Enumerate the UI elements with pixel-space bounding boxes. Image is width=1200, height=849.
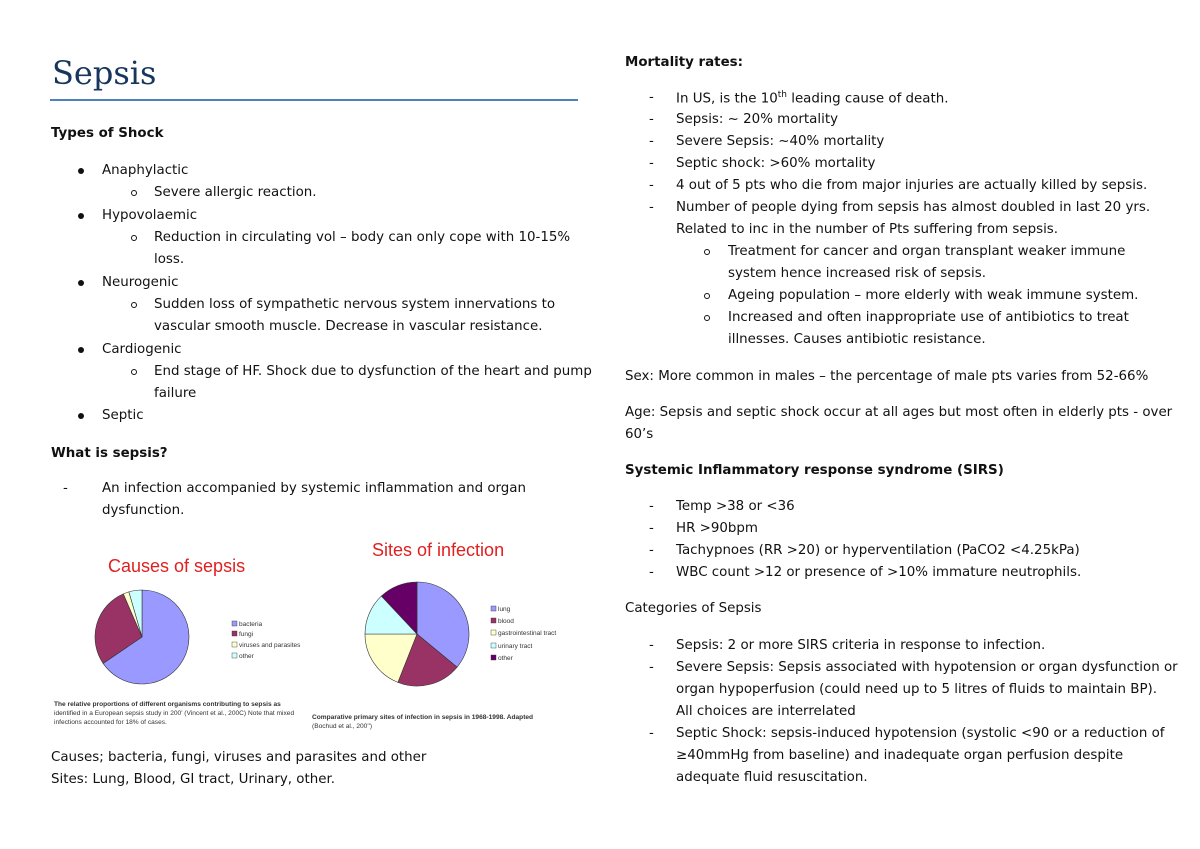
shock-type-septic: Septic bbox=[102, 408, 144, 423]
mortality-item: 4 out of 5 pts who die from major injuries are actually killed by sepsis. bbox=[676, 178, 1148, 193]
page-title: Sepsis bbox=[52, 54, 157, 92]
mortality-reason: Treatment for cancer and organ transplant weaker immune bbox=[728, 244, 1126, 259]
shock-type-anaphylactic: Anaphylactic bbox=[102, 163, 189, 178]
dash-marker: - bbox=[649, 112, 654, 127]
legend-swatch-fungi bbox=[232, 631, 237, 636]
legend-other: other bbox=[498, 655, 513, 662]
category-severe-sepsis: Severe Sepsis: Sepsis associated with hypotension or organ dysfunction or bbox=[676, 660, 1178, 675]
dash-marker: - bbox=[649, 499, 654, 514]
dash-marker: - bbox=[649, 200, 654, 215]
dash-marker: - bbox=[649, 521, 654, 536]
dash-marker: - bbox=[649, 565, 654, 580]
shock-type-detail: Severe allergic reaction. bbox=[154, 185, 317, 200]
legend-blood: blood bbox=[498, 618, 514, 625]
dash-marker: - bbox=[649, 156, 654, 171]
bullet-icon bbox=[78, 280, 84, 286]
dash-marker: - bbox=[649, 660, 654, 675]
bullet-icon bbox=[78, 413, 84, 419]
shock-type-detail: vascular smooth muscle. Decrease in vascular resistance. bbox=[154, 319, 543, 334]
legend-viruses-parasites: viruses and parasites bbox=[239, 642, 301, 649]
shock-type-detail: Reduction in circulating vol – body can only cope with 10-15% bbox=[154, 230, 571, 245]
sites-caption: Comparative primary sites of infection in sepsis in 1968-1998. Adapted (Bochud et al., 200'') bbox=[312, 714, 534, 730]
shock-type-detail: loss. bbox=[154, 252, 185, 267]
sirs-criterion: Tachypnoes (RR >20) or hyperventilation (PaCO2 <4.25kPa) bbox=[676, 543, 1080, 558]
category-septic-shock: Septic Shock: sepsis-induced hypotension (systolic <90 or a reduction of bbox=[676, 726, 1165, 741]
dash-marker: - bbox=[649, 543, 654, 558]
legend-swatch-other bbox=[232, 653, 237, 658]
sepsis-definition: An infection accompanied by systemic inflammation and organ bbox=[102, 481, 526, 496]
mortality-item: Severe Sepsis: ~40% mortality bbox=[676, 134, 885, 149]
mortality-item: In US, is the 10th leading cause of death. bbox=[676, 90, 949, 107]
sirs-heading: Systemic Inflammatory response syndrome (SIRS) bbox=[625, 463, 1004, 478]
legend-swatch-gi-tract bbox=[491, 630, 496, 635]
sites-legend bbox=[491, 606, 556, 662]
legend-swatch-blood bbox=[491, 618, 496, 623]
sirs-criterion: Temp >38 or <36 bbox=[676, 499, 795, 514]
dash-marker: - bbox=[649, 178, 654, 193]
causes-chart-title: Causes of sepsis bbox=[108, 556, 246, 576]
dash-marker: - bbox=[649, 726, 654, 741]
mortality-reason: illnesses. Causes antibiotic resistance. bbox=[728, 332, 986, 347]
legend-swatch-bacteria bbox=[232, 621, 237, 626]
bullet-icon bbox=[78, 168, 84, 174]
circle-bullet-icon bbox=[704, 315, 710, 321]
category-severe-sepsis: organ hypoperfusion (could need up to 5 litres of fluids to maintain BP). bbox=[676, 682, 1158, 697]
sepsis-definition: dysfunction. bbox=[102, 503, 185, 518]
legend-swatch-lung bbox=[491, 606, 496, 611]
bullet-icon bbox=[78, 347, 84, 353]
sites-summary: Sites: Lung, Blood, GI tract, Urinary, other. bbox=[51, 772, 336, 787]
legend-swatch-other bbox=[491, 655, 496, 660]
legend-other: other bbox=[239, 653, 254, 660]
sites-chart-title: Sites of infection bbox=[372, 540, 505, 560]
legend-bacteria: bacteria bbox=[239, 621, 263, 628]
legend-fungi: fungi bbox=[239, 631, 254, 638]
causes-pie-chart bbox=[95, 590, 189, 684]
shock-type-detail: End stage of HF. Shock due to dysfunction of the heart and pump bbox=[154, 364, 592, 379]
causes-legend bbox=[232, 621, 301, 660]
causes-caption: The relative proportions of different organisms contributing to sepsis as identified in a European sepsis study in 200' (Vincent et al., 200C) Note that mixed infections accounted for 18% of cases. bbox=[54, 701, 295, 726]
dash-marker: - bbox=[649, 638, 654, 653]
sites-pie-chart bbox=[365, 582, 469, 686]
sex-statement: Sex: More common in males – the percentage of male pts varies from 52-66% bbox=[625, 369, 1149, 384]
categories-heading: Categories of Sepsis bbox=[625, 601, 762, 616]
title-underline bbox=[50, 99, 578, 101]
mortality-item-continued: Related to inc in the number of Pts suffering from sepsis. bbox=[676, 222, 1059, 237]
legend-lung: lung bbox=[498, 606, 511, 613]
category-septic-shock: adequate fluid resuscitation. bbox=[676, 770, 868, 785]
category-sepsis: Sepsis: 2 or more SIRS criteria in response to infection. bbox=[676, 638, 1046, 653]
category-septic-shock: ≥40mmHg from baseline) and inadequate organ perfusion despite bbox=[676, 748, 1124, 763]
dash-marker: - bbox=[63, 481, 68, 496]
sepsis-figure bbox=[50, 532, 570, 744]
legend-gi-tract: gastrointestinal tract bbox=[498, 630, 557, 637]
mortality-reason: Ageing population – more elderly with weak immune system. bbox=[728, 288, 1139, 303]
circle-bullet-icon bbox=[704, 293, 710, 299]
shock-type-detail: failure bbox=[154, 386, 197, 401]
mortality-heading: Mortality rates: bbox=[625, 55, 743, 70]
causes-summary: Causes; bacteria, fungi, viruses and parasites and other bbox=[51, 750, 427, 765]
mortality-item: Number of people dying from sepsis has almost doubled in last 20 yrs. bbox=[676, 200, 1151, 215]
mortality-reason: Increased and often inappropriate use of antibiotics to treat bbox=[728, 310, 1129, 325]
shock-type-detail: Sudden loss of sympathetic nervous system innervations to bbox=[154, 297, 556, 312]
sirs-criterion: WBC count >12 or presence of >10% immature neutrophils. bbox=[676, 565, 1082, 580]
shock-type-cardiogenic: Cardiogenic bbox=[102, 342, 182, 357]
circle-bullet-icon bbox=[704, 249, 710, 255]
circle-bullet-icon bbox=[131, 235, 137, 241]
shock-type-hypovolaemic: Hypovolaemic bbox=[102, 208, 198, 223]
mortality-item: Septic shock: >60% mortality bbox=[676, 156, 876, 171]
legend-swatch-viruses bbox=[232, 642, 237, 647]
mortality-item: Sepsis: ~ 20% mortality bbox=[676, 112, 838, 127]
circle-bullet-icon bbox=[131, 369, 137, 375]
age-statement: 60’s bbox=[625, 427, 654, 442]
legend-swatch-urinary bbox=[491, 643, 496, 648]
bullet-icon bbox=[78, 213, 84, 219]
mortality-reason: system hence increased risk of sepsis. bbox=[728, 266, 986, 281]
dash-marker: - bbox=[649, 134, 654, 149]
types-of-shock-heading: Types of Shock bbox=[51, 126, 164, 141]
dash-marker: - bbox=[649, 90, 654, 105]
sirs-criterion: HR >90bpm bbox=[676, 521, 758, 536]
what-is-sepsis-heading: What is sepsis? bbox=[51, 446, 168, 461]
legend-urinary: urinary tract bbox=[498, 643, 533, 650]
shock-type-neurogenic: Neurogenic bbox=[102, 275, 179, 290]
circle-bullet-icon bbox=[131, 302, 137, 308]
category-severe-sepsis: All choices are interrelated bbox=[676, 704, 856, 719]
circle-bullet-icon bbox=[131, 190, 137, 196]
age-statement: Age: Sepsis and septic shock occur at all ages but most often in elderly pts - over bbox=[625, 405, 1173, 420]
